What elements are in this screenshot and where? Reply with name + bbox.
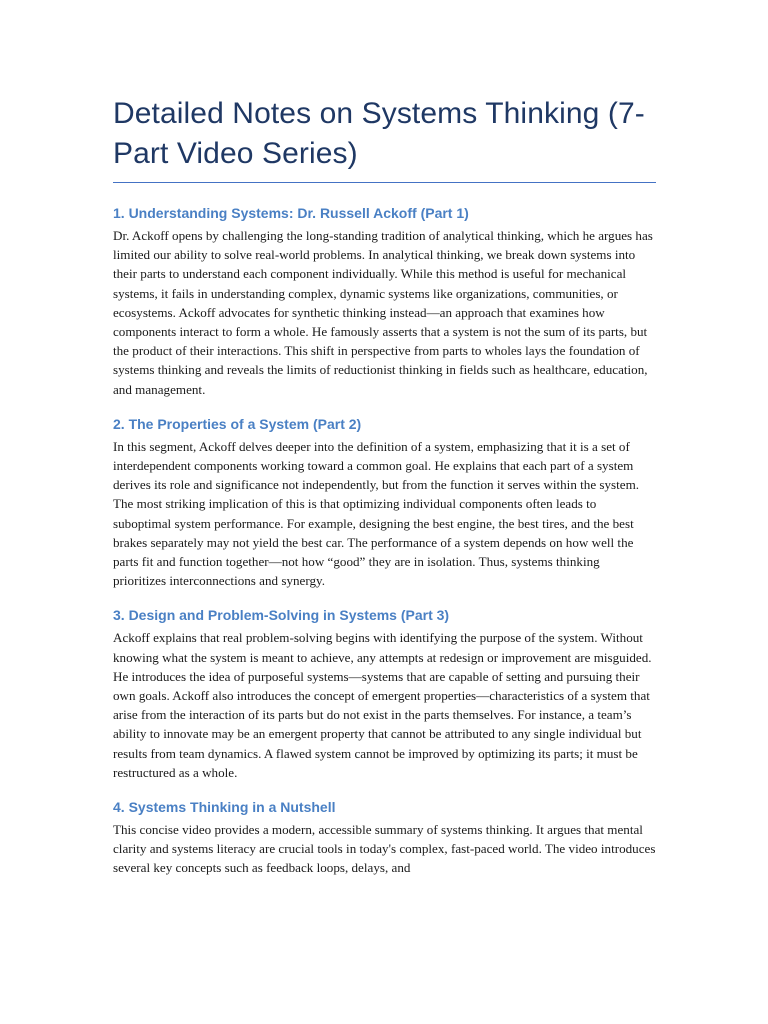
section-paragraph: In this segment, Ackoff delves deeper into the definition of a system, emphasizing that it is a set of interdependent components working toward a common goal. He explains that each part of a system derives its role and significance not independently, but from the function it serves within the system. The most striking implication of this is that optimizing individual components often leads to suboptimal system performance. For example, designing the best engine, the best tires, and the best brakes separately may not yield the best car. The performance of a system depends on how well the parts fit and function together—not how “good” they are in isolation. Thus, systems thinking prioritizes interconnections and synergy. — [113, 438, 640, 589]
section-paragraph: This concise video provides a modern, accessible summary of systems thinking. It argues that mental clarity and systems literacy are crucial tools in today's complex, fast-paced world. The video introduces several key concepts such as feedback loops, delays, and — [113, 822, 656, 876]
section-paragraph: Dr. Ackoff opens by challenging the long-standing tradition of analytical thinking, which he argues has limited our ability to solve real-world problems. In analytical thinking, we break down systems into their parts to understand each component individually. While this method is useful for mechanical systems, it fails in understanding complex, dynamic systems like organizations, communities, or ecosystems. Ackoff advocates for synthetic thinking instead—an approach that examines how components interact to form a whole. He famously asserts that a system is not the sum of its parts, but the product of their interactions. This shift in perspective from parts to wholes lays the foundation of systems thinking and reveals the limits of reductionist thinking in fields such as healthcare, education, and management. — [113, 228, 653, 397]
section-2 — [113, 414, 656, 591]
section-3 — [113, 605, 656, 782]
section-4 — [113, 797, 656, 878]
section-heading: 2. The Properties of a System (Part 2) — [113, 415, 362, 432]
section-heading: 1. Understanding Systems: Dr. Russell Ackoff (Part 1) — [113, 205, 469, 221]
section-paragraph: Ackoff explains that real problem-solving begins with identifying the purpose of the system. Without knowing what the system is meant to achieve, any attempts at redesign or improvement are misguided. He introduces the idea of purposeful systems—systems that are capable of setting and pursuing their own goals. Ackoff also introduces the concept of emergent properties—characteristics of a system that arise from the interaction of its parts but do not exist in the parts themselves. For instance, a team’s ability to innovate may be an emergent property that cannot be attributed to any single individual but results from team dynamics. A flawed system cannot be improved by optimizing its parts; it must be restructured as a whole. — [113, 630, 652, 780]
document-page — [113, 94, 656, 893]
title-divider — [113, 182, 656, 183]
section-1 — [113, 203, 656, 399]
document-title: Detailed Notes on Systems Thinking (7-Part Video Series) — [113, 97, 645, 170]
section-heading: 3. Design and Problem-Solving in Systems (Part 3) — [113, 607, 450, 624]
section-heading: 4. Systems Thinking in a Nutshell — [113, 799, 336, 816]
